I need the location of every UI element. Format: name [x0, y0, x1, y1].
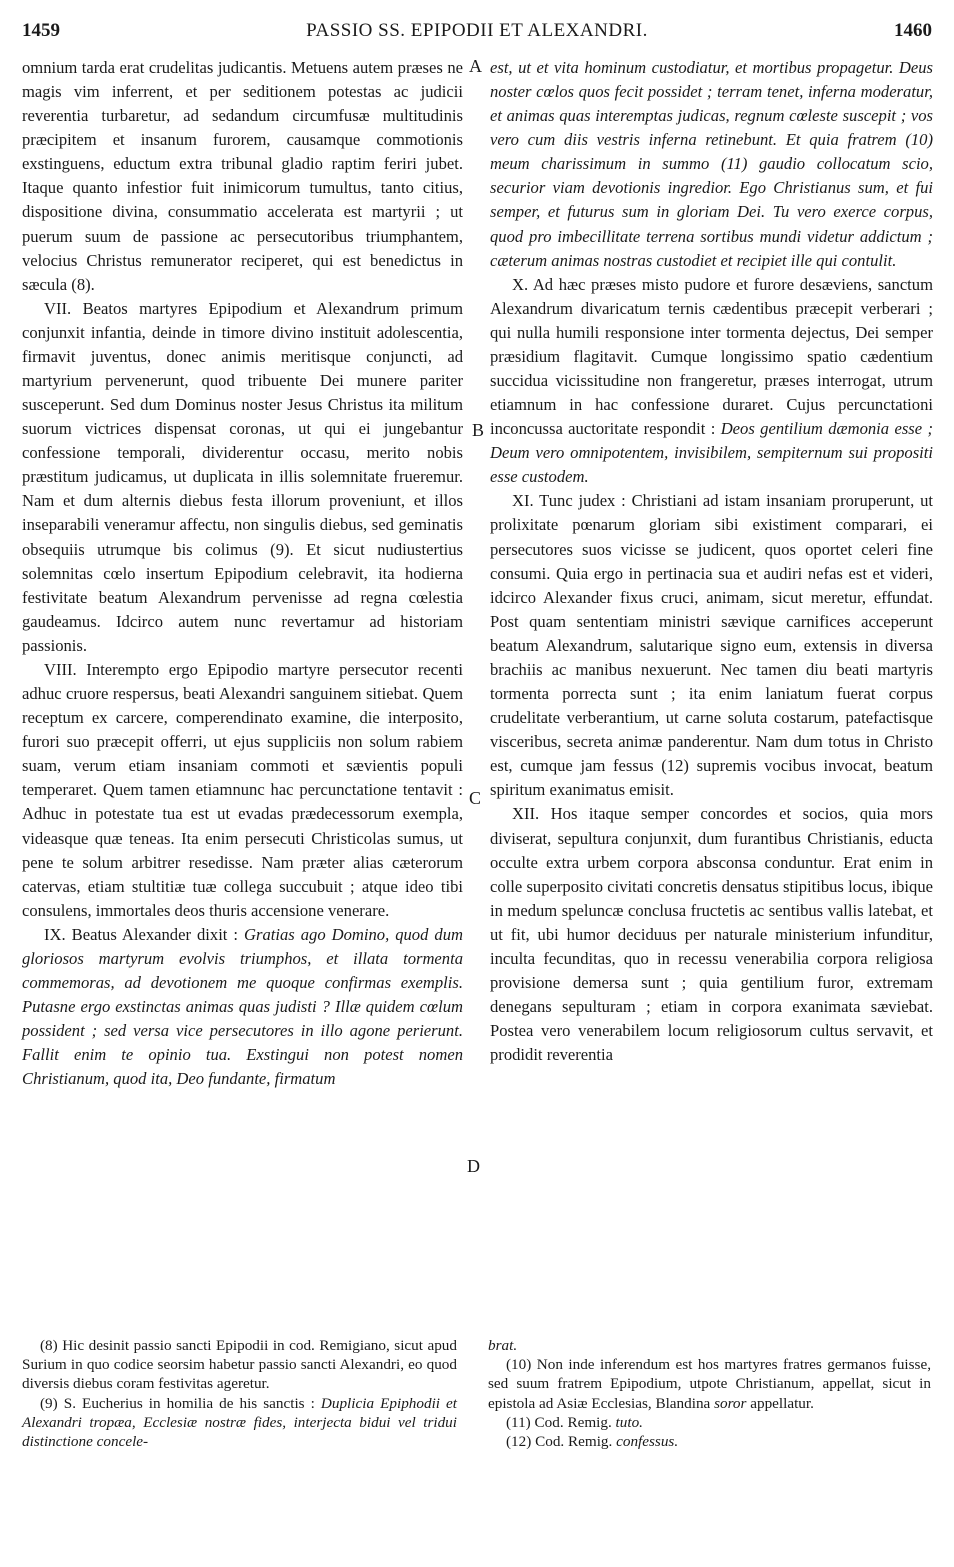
- paragraph-x: [490, 273, 933, 490]
- footnote-10-italic: soror: [714, 1394, 747, 1412]
- footnote-12-italic: confessus.: [616, 1433, 679, 1451]
- footnote-12-text: (12) Cod. Remig.: [506, 1433, 617, 1451]
- footnote-11-italic: tuto.: [615, 1413, 643, 1431]
- margin-marker-c: C: [469, 788, 482, 808]
- paragraph-viii: VIII. Interempto ergo Epipodio martyre persecutor recenti adhuc cruore respersus, beati Alexandri sanguinem sitiebat. Quem receptum ex carcere, comperendinato examine, die interposito, furori suo præcepit offerri, ut ejus suppliciis non solum rabiem suam, verum etiam insaniam commoti et sævientis populi temperaret. Quem tamen etiamnunc hac percunctatione tentavit : Adhuc in potestate tua est ut evadas prædecessorum exempla, videasque quæ teneas. Ita enim persecuti Christicolas sumus, ut pene te solum arbitrer resedisse. Nam præter alias cæterorum catervas, etiam stultitiæ tuæ collega succubuit ; atque ideo tibi consulens, immortales deos thuris accensione venerare.: [22, 659, 463, 920]
- page-number-left: 1459: [22, 20, 60, 41]
- paragraph-vi-end: omnium tarda erat crudelitas judicantis. Metuens autem præses ne magis vim inferrent, et per seditionem potestas ac judicii reverentia turbaretur, ad sedandum circumfusæ multitudinis præcipitem et insanum furorem, causamque commotionis exstinguens, eductum extra tribunal gladio raptim feriri jubet. Itaque quanto infestior fuit inimicorum tumultus, tanto citius, dispositione divina, consummatio accelerata est martyrii ; ut puerum suum de passione ac persecutoribus triumphantem, velocius Christus remunerator reciperet, qui est benedictus in sæcula (8).: [22, 58, 463, 294]
- footnote-10: [488, 1355, 931, 1413]
- paragraph-ix-lead: IX. Beatus Alexander dixit :: [44, 924, 245, 944]
- footnote-10-text: (10) Non inde inferendum est hos martyres fratres germanos fuisse, sed suum fratrem Epipodium, utpote Christianum, appellat, sicut in epistola ad Asiæ Ecclesias, Blandina: [488, 1356, 931, 1412]
- footnotes-right: [488, 1336, 931, 1451]
- footnote-9-continued: [488, 1336, 931, 1355]
- footnote-9-lead: (9) S. Eucherius in homilia de his sanctis :: [40, 1394, 321, 1412]
- margin-marker-d: D: [467, 1156, 480, 1176]
- page-number-right: 1460: [894, 20, 932, 41]
- paragraph-ix-continued: [490, 56, 933, 273]
- margin-marker-a: A: [469, 56, 482, 76]
- right-text-column: [490, 56, 933, 1067]
- paragraph-vii: VII. Beatos martyres Epipodium et Alexandrum primum conjunxit infantia, deinde in timore divino instituit adolescentia, firmavit juventus, donec animis meritisque conjuncti, ad martyrium pervenerunt, quod tribuente Dei munere pariter susceperunt. Sed dum Dominus noster Jesus Christus ita militum suorum victrices dispensat coronas, ut qui ei jungebantur confessione temporali, dividerentur occasu, merito nobis præstitum judicamus, ut duplicata in illis solemnitate frueremur. Nam et dum alternis diebus festa illorum proveniunt, et illos inseparabili veneramur affectu, non singulis diebus, sed geminatis obsequiis utrumque bis colimus (9). Et sicut nudiustertius solemnitas cœlo insertum Epipodium celebravit, ita hodierna festivitate beatum Alexandrum pervenisse ad regna cœlestia gaudeamus. Idcirco autem nunc revertamur ad historiam passionis.: [22, 298, 463, 655]
- footnotes-left: [22, 1336, 457, 1451]
- paragraph-x-text: X. Ad hæc præses misto pudore et furore desæviens, sanctum Alexandrum divaricatum ternis cædentibus præcepit verberari ; qui nulla humili responsione inter tormenta dejectus, Dei semper præsidium flagitavit. Cumque longissimo spatio cædentium succidua vicissitudine non frangeretur, præses interrogat, utrum etiamnum in hac confessione duraret. Cujus percunctationi inconcussa auctoritate respondit :: [490, 274, 933, 439]
- paragraph-xii: XII. Hos itaque semper concordes et socios, quia mors diviserat, sepultura conjunxit, dum furantibus Christianis, educta occulte extra urbem corpora absconsa conduntur. Erat enim in colle superposito civitati concretis densatus stipitibus locus, ibique in medum speluncæ conclusa fructetis ac sentibus vallis latebat, et ut fit, ubi humor deciduus per naturale ministerium infunditur, inculta fecunditas, quo in recessu venerabilia corpora religiosa provisione demersa sunt ; quia gentilium furor, extremam denegans sepulturam ; etiam in corpora exanimata sæviebat. Postea vero venerabilem locum religiosorum cultus servavit, et prodidit reverentia: [490, 804, 933, 1065]
- footnote-8: (8) Hic desinit passio sancti Epipodii in cod. Remigiano, sicut apud Surium in quo codice seorsim habetur passio sancti Alexandri, eo quod diversis diebus coram festivitas ageretur.: [22, 1337, 457, 1393]
- footnote-9-quote-end: brat.: [488, 1337, 518, 1354]
- footnote-11: [488, 1413, 931, 1432]
- paragraph-x-reply: Deos gentilium dæmonia esse ; Deum vero omnipotentem, invisibilem, sempiternum sui propositi esse custodem.: [490, 419, 933, 487]
- footnote-9: [22, 1394, 457, 1452]
- paragraph-ix-speech: Gratias ago Domino, quod dum gloriosos martyrum evolvis triumphos, et illata tormenta commemoras, ad devotionem me quoque confirmas exemplis. Putasne ergo exstinctas animas quas judisti ? Illæ quidem cœlum possident ; sed versa vice persecutores in illo agone perierunt. Fallit enim te opinio tua. Exstingui non potest nomen Christianum, quod ita, Deo fundante, firmatum: [22, 924, 463, 1089]
- left-text-column: [22, 56, 463, 1091]
- paragraph-xi: XI. Tunc judex : Christiani ad istam insaniam proruperunt, ut prolixitate pœnarum gloriam sibi existiment comparari, ei persecutores suos vicisse se judicent, quos oportet celeri fine consumi. Quia ergo in pertinacia sua et audiri nefas est et videri, idcirco Alexander fixus cruci, animam, sicut meretur, effundat. Post quam sententiam ministri sævique carnifices acceperunt beatum Alexandrum, salutarique signo eum, extensis in diversa brachiis ac manibus nexuerunt. Nec tamen diu beati martyris tormenta porrecta sunt ; ita enim laniatum fuerat corpus crudelitate verberantium, ut carne soluta costarum, patefactisque visceribus, secreta animæ panderentur. Nam dum totus in Christo est, cumque jam fessus (12) supremis vocibus invocat, beatum spiritum exanimatus emisit.: [490, 491, 933, 800]
- paragraph-ix: [22, 923, 463, 1092]
- footnote-12: [488, 1432, 931, 1451]
- page-header: [22, 20, 932, 48]
- paragraph-ix-speech-continued: est, ut et vita hominum custodiatur, et mortibus propagetur. Deus noster cœlos quos fecit possidet ; terram tenet, inferna moderatur, et animas quas interemptas judicas, regnum cœleste suscepit ; vos vero cum diis vestris inferna retinebunt. Et quia fratrem (10) meum charissimum in summo (11) gaudio collocatum scio, securior viam devotionis ingredior. Ego Christianus sum, et fui semper, et futurus sum in gloriam Dei. Tu vero exerce corpus, quod pro imbecillitate terrena sortibus mundi videtur addictum ; cæterum animas nostras custodiet et recipiet ille qui contulit.: [490, 58, 933, 270]
- footnote-10-tail: appellatur.: [746, 1394, 814, 1412]
- running-title: PASSIO SS. EPIPODII ET ALEXANDRI.: [306, 20, 648, 41]
- margin-marker-b: B: [472, 420, 485, 440]
- footnote-11-text: (11) Cod. Remig.: [506, 1413, 616, 1431]
- footnote-9-quote: Duplicia Epiphodii et Alexandri tropæa, Ecclesiæ nostræ fides, interjecta bidui vel tridui distinctione concele-: [22, 1394, 458, 1451]
